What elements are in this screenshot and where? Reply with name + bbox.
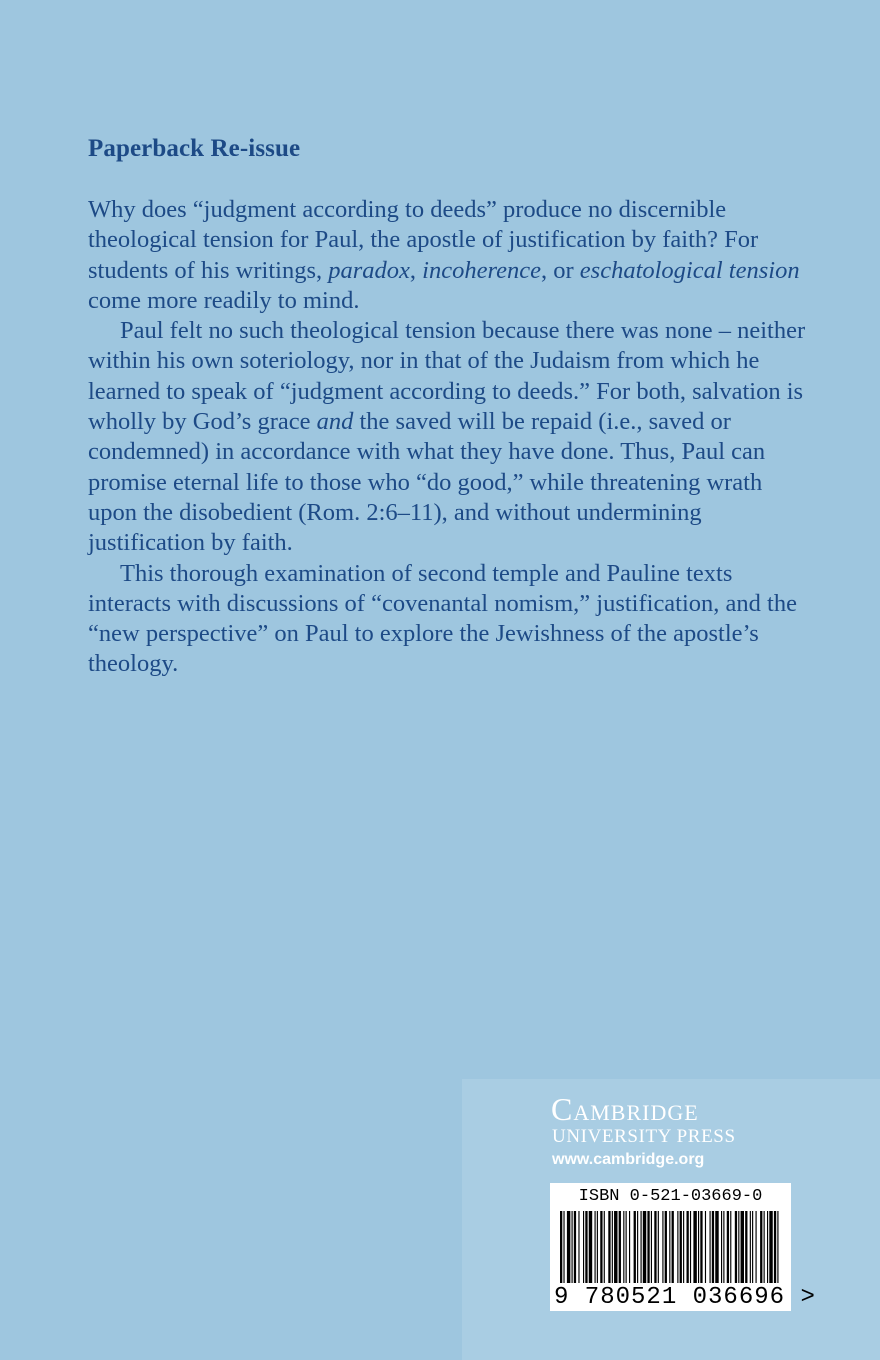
barcode-bar: [626, 1211, 627, 1283]
barcode-bar: [750, 1211, 751, 1283]
barcode-bar: [597, 1211, 598, 1283]
barcode-bar: [687, 1211, 689, 1283]
blurb-p1-italic-eschatological: eschatological tension: [579, 256, 800, 284]
cover-heading: Paperback Re-issue: [88, 135, 301, 162]
publisher-panel: [462, 1079, 880, 1360]
barcode-bar: [698, 1211, 699, 1283]
barcode-bar: [756, 1211, 757, 1283]
barcode-bar: [629, 1211, 630, 1283]
barcode-bar: [651, 1211, 652, 1283]
barcode-bar: [730, 1211, 731, 1283]
isbn-label: ISBN 0-521-03669-0: [578, 1187, 763, 1206]
barcode-bar: [683, 1211, 684, 1283]
barcode-bar: [727, 1211, 729, 1283]
publisher-subtitle: UNIVERSITY PRESS: [552, 1126, 736, 1147]
barcode-bar: [680, 1211, 682, 1283]
barcode-bar: [767, 1211, 768, 1283]
barcode-bar: [560, 1211, 562, 1283]
barcode-bar: [705, 1211, 706, 1283]
barcode-bar: [774, 1211, 776, 1283]
barcode-bar: [690, 1211, 691, 1283]
blurb-p1-text-d: come more readily to mind.: [88, 286, 360, 314]
barcode-bar: [572, 1211, 573, 1283]
blurb-text: [88, 195, 808, 680]
barcode-bar: [643, 1211, 646, 1283]
barcode-bar: [738, 1211, 739, 1283]
barcode-bar: [574, 1211, 576, 1283]
barcode-bar: [752, 1211, 753, 1283]
barcode-bars: [560, 1211, 780, 1283]
barcode-bar: [665, 1211, 667, 1283]
blurb-p1-text-a: Why does “judgment according to deeds” produce no discernible theological tension for Paul, the apostle of justification by faith? For students of his writings,: [88, 196, 759, 284]
barcode-bar: [623, 1211, 624, 1283]
barcode-bar: [712, 1211, 714, 1283]
blurb-paragraph-1: [88, 195, 808, 316]
barcode-bar: [735, 1211, 737, 1283]
barcode-bar: [641, 1211, 642, 1283]
blurb-p1-italic-paradox: paradox: [328, 256, 410, 284]
barcode-bar: [764, 1211, 765, 1283]
barcode-bar: [595, 1211, 596, 1283]
barcode-bar: [612, 1211, 613, 1283]
barcode-bar: [647, 1211, 649, 1283]
barcode-bar: [745, 1211, 747, 1283]
blurb-p2-text-a: Paul felt no such theological tension because there was none – neither within his own soteriology, nor in that of the Judaism from which he learned to speak of “judgment according to deeds.” For both, salvation is wholly by God’s grace: [88, 317, 806, 436]
blurb-p1-italic-incoherence: incoherence: [422, 256, 541, 284]
barcode-bar: [658, 1211, 659, 1283]
barcode-bar: [589, 1211, 592, 1283]
publisher-name: Cambridge: [551, 1091, 699, 1127]
barcode-bar: [600, 1211, 602, 1283]
blurb-p1-text-b: ,: [409, 256, 423, 284]
barcode-bar: [760, 1211, 762, 1283]
barcode-bar: [578, 1211, 579, 1283]
barcode-bar: [769, 1211, 772, 1283]
barcode-bar: [634, 1211, 636, 1283]
barcode-bar: [619, 1211, 621, 1283]
publisher-url: www.cambridge.org: [552, 1151, 705, 1168]
barcode-bar: [700, 1211, 702, 1283]
barcode-bar: [583, 1211, 584, 1283]
barcode-bar: [604, 1211, 605, 1283]
barcode-bar: [721, 1211, 722, 1283]
barcode-bar: [723, 1211, 724, 1283]
blurb-paragraph-3: This thorough examination of second temple and Pauline texts interacts with discussions of “covenantal nomism,” justification, and the “new perspective” on Paul to explore the Jewishness of the apostle’s theology.: [88, 559, 797, 678]
ean-digits: 9 780521 036696 >: [554, 1284, 816, 1311]
barcode-bar: [669, 1211, 670, 1283]
blurb-paragraph-2: [88, 316, 808, 558]
blurb-p1-text-c: , or: [540, 256, 580, 284]
blurb-p2-text-b: the saved will be repaid (i.e., saved or condemned) in accordance with what they have done. Thus, Paul can promise eternal life to those who “do good,” while threatening wrath upon the disobedient (Rom. 2:6–11), and without undermining justification by faith.: [88, 408, 766, 557]
barcode-bar: [567, 1211, 570, 1283]
barcode-bar: [563, 1211, 564, 1283]
barcode-bar: [637, 1211, 638, 1283]
barcode-bar: [741, 1211, 744, 1283]
barcode-bar: [777, 1211, 778, 1283]
barcode-bar: [715, 1211, 718, 1283]
barcode-bar: [677, 1211, 678, 1283]
isbn-barcode: [550, 1183, 816, 1311]
barcode-bar: [693, 1211, 696, 1283]
barcode-bar: [608, 1211, 610, 1283]
barcode-bar: [614, 1211, 617, 1283]
barcode-bar: [710, 1211, 711, 1283]
barcode-bar: [662, 1211, 663, 1283]
barcode-bar: [585, 1211, 587, 1283]
barcode-bar: [672, 1211, 674, 1283]
barcode-bar: [654, 1211, 656, 1283]
blurb-p2-italic-and: and: [316, 408, 354, 436]
